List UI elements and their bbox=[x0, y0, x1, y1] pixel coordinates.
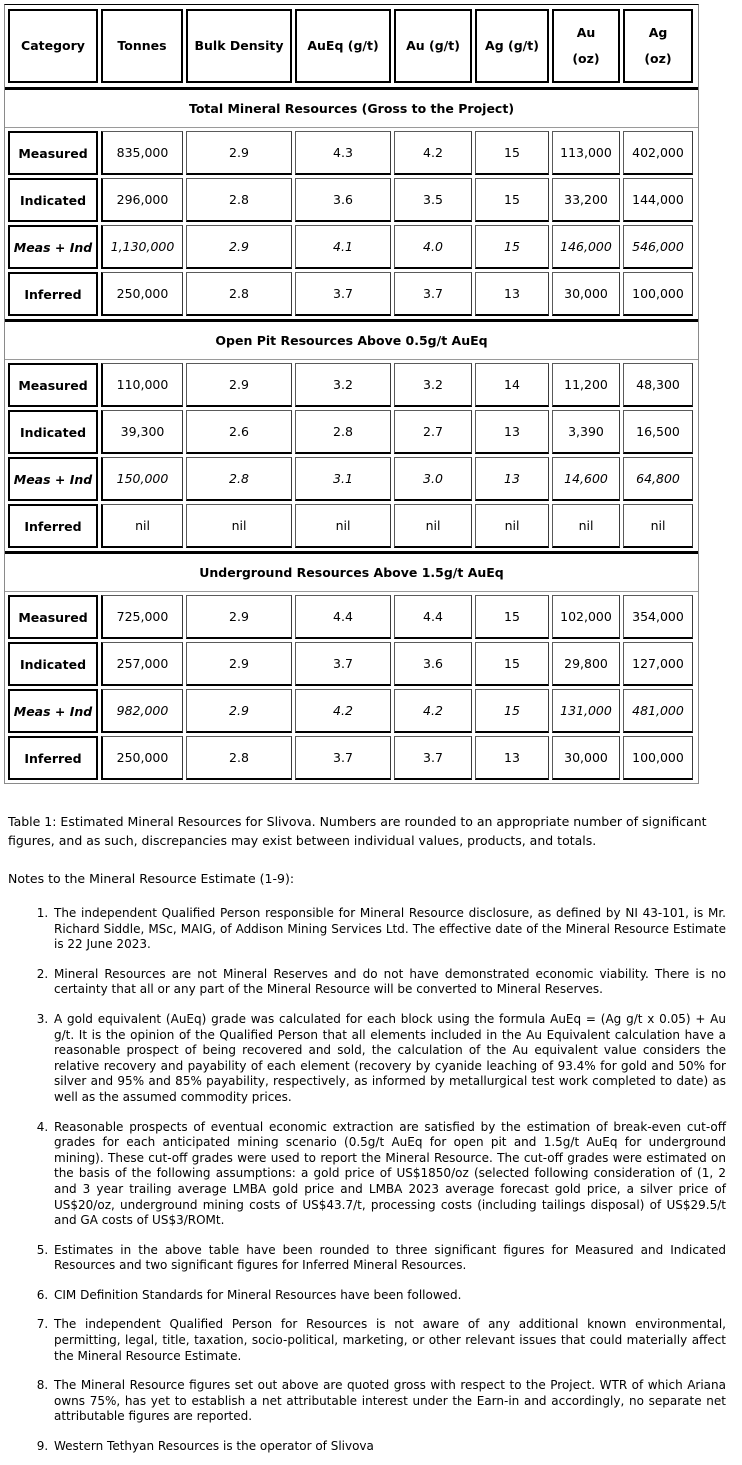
table-row bbox=[8, 225, 695, 269]
value-cell: 150,000 bbox=[101, 457, 183, 501]
value-cell: 2.9 bbox=[186, 363, 292, 407]
value-cell: 2.9 bbox=[186, 595, 292, 639]
value-cell: 1,130,000 bbox=[101, 225, 183, 269]
section-rows bbox=[5, 360, 698, 551]
note-item: 4. Reasonable prospects of eventual economic extraction are satisfied by the estimation of break-even cut-off grades for each anticipated mining scenario (0.5g/t AuEq for open pit and 1.5g/t AuEq for underground mining). These cut-off grades were used to report the Mineral Resource. The cut-off grades were estimated on the basis of the following assumptions: a gold price of US$1850/oz (selected following consideration of (1, 2 and 3 year trailing average LMBA gold price and LMBA 2023 average forecast gold price, a silver price of US$20/oz, underground mining costs of US$43.7/t, processing costs (including tailings disposal) of US$29.5/t and GA costs of US$3/ROMt. bbox=[52, 1120, 726, 1229]
header-cell bbox=[295, 9, 391, 83]
value-cell: 257,000 bbox=[101, 642, 183, 686]
value-cell: 250,000 bbox=[101, 272, 183, 316]
value-cell: 3.7 bbox=[394, 272, 472, 316]
value-cell: 102,000 bbox=[552, 595, 620, 639]
value-cell: 100,000 bbox=[623, 736, 693, 780]
value-cell: 3,390 bbox=[552, 410, 620, 454]
note-item: 1. The independent Qualified Person responsible for Mineral Resource disclosure, as defined by NI 43-101, is Mr. Richard Siddle, MSc, MAIG, of Addison Mining Services Ltd. The effective date of the Mineral Resource Estimate is 22 June 2023. bbox=[52, 906, 726, 953]
value-cell: 2.8 bbox=[186, 736, 292, 780]
header-label: Ag (g/t) bbox=[485, 38, 539, 54]
notes-list bbox=[4, 906, 730, 1455]
value-cell: 29,800 bbox=[552, 642, 620, 686]
value-cell: 3.7 bbox=[394, 736, 472, 780]
table-row bbox=[8, 457, 695, 501]
value-cell: 146,000 bbox=[552, 225, 620, 269]
category-cell: Indicated bbox=[8, 642, 98, 686]
category-cell: Measured bbox=[8, 131, 98, 175]
section-title: Open Pit Resources Above 0.5g/t AuEq bbox=[5, 319, 698, 360]
value-cell: 15 bbox=[475, 225, 549, 269]
category-cell: Inferred bbox=[8, 504, 98, 548]
value-cell: 3.1 bbox=[295, 457, 391, 501]
table-row bbox=[8, 642, 695, 686]
category-cell: Measured bbox=[8, 363, 98, 407]
header-cell bbox=[394, 9, 472, 83]
value-cell: 64,800 bbox=[623, 457, 693, 501]
value-cell: 13 bbox=[475, 736, 549, 780]
section-title: Underground Resources Above 1.5g/t AuEq bbox=[5, 551, 698, 592]
value-cell: 4.1 bbox=[295, 225, 391, 269]
value-cell: 3.7 bbox=[295, 736, 391, 780]
value-cell: 2.8 bbox=[186, 457, 292, 501]
value-cell: 546,000 bbox=[623, 225, 693, 269]
value-cell: 3.5 bbox=[394, 178, 472, 222]
category-cell: Measured bbox=[8, 595, 98, 639]
value-cell: 2.9 bbox=[186, 642, 292, 686]
value-cell: nil bbox=[552, 504, 620, 548]
header-cell bbox=[186, 9, 292, 83]
value-cell: 144,000 bbox=[623, 178, 693, 222]
value-cell: 15 bbox=[475, 131, 549, 175]
value-cell: 3.0 bbox=[394, 457, 472, 501]
value-cell: 110,000 bbox=[101, 363, 183, 407]
category-cell: Indicated bbox=[8, 178, 98, 222]
value-cell: 3.6 bbox=[394, 642, 472, 686]
value-cell: 131,000 bbox=[552, 689, 620, 733]
section-rows bbox=[5, 592, 698, 783]
header-label: Bulk Density bbox=[194, 38, 284, 54]
value-cell: 11,200 bbox=[552, 363, 620, 407]
header-label: Au (g/t) bbox=[406, 38, 460, 54]
category-cell: Indicated bbox=[8, 410, 98, 454]
value-cell: 113,000 bbox=[552, 131, 620, 175]
header-sublabel: (oz) bbox=[644, 51, 672, 66]
header-label: Tonnes bbox=[117, 38, 167, 54]
value-cell: 4.4 bbox=[295, 595, 391, 639]
value-cell: 354,000 bbox=[623, 595, 693, 639]
value-cell: nil bbox=[295, 504, 391, 548]
value-cell: 3.2 bbox=[394, 363, 472, 407]
table-row bbox=[8, 131, 695, 175]
header-label: Au bbox=[576, 25, 596, 41]
value-cell: 30,000 bbox=[552, 272, 620, 316]
table-row bbox=[8, 736, 695, 780]
value-cell: 100,000 bbox=[623, 272, 693, 316]
value-cell: 3.7 bbox=[295, 272, 391, 316]
value-cell: 481,000 bbox=[623, 689, 693, 733]
value-cell: nil bbox=[394, 504, 472, 548]
table-row bbox=[8, 410, 695, 454]
value-cell: 127,000 bbox=[623, 642, 693, 686]
value-cell: 296,000 bbox=[101, 178, 183, 222]
table-row bbox=[8, 363, 695, 407]
table-row bbox=[8, 178, 695, 222]
value-cell: 15 bbox=[475, 642, 549, 686]
table-row bbox=[8, 272, 695, 316]
value-cell: 2.8 bbox=[295, 410, 391, 454]
note-item: 3. A gold equivalent (AuEq) grade was calculated for each block using the formula AuEq = (Ag g/t x 0.05) + Au g/t. It is the opinion of the Qualified Person that all elements included in the Au Equivalent calculation have a reasonable prospect of being recovered and sold, the calculation of the Au equivalent value considers the relative recovery and payability of each element (recovery by cyanide leaching of 93.4% for gold and 50% for silver and 95% and 85% payability, respectively, as informed by metallurgical test work completed to date) as well as the assumed commodity prices. bbox=[52, 1012, 726, 1106]
value-cell: 4.2 bbox=[394, 689, 472, 733]
note-item: 8. The Mineral Resource figures set out above are quoted gross with respect to the Project. WTR of which Ariana owns 75%, has yet to establish a net attributable interest under the Earn-in and accordingly, no separate net attributable figures are reported. bbox=[52, 1378, 726, 1425]
value-cell: 15 bbox=[475, 689, 549, 733]
value-cell: 13 bbox=[475, 410, 549, 454]
value-cell: 2.8 bbox=[186, 272, 292, 316]
notes-heading: Notes to the Mineral Resource Estimate (1-9): bbox=[8, 871, 295, 886]
value-cell: 33,200 bbox=[552, 178, 620, 222]
value-cell: 4.2 bbox=[295, 689, 391, 733]
value-cell: nil bbox=[186, 504, 292, 548]
value-cell: 835,000 bbox=[101, 131, 183, 175]
value-cell: 13 bbox=[475, 272, 549, 316]
category-cell: Inferred bbox=[8, 736, 98, 780]
header-label: Ag bbox=[648, 25, 668, 41]
note-item: 7. The independent Qualified Person for Resources is not aware of any additional known environmental, permitting, legal, title, taxation, socio-political, marketing, or other relevant issues that could materially affect the Mineral Resource Estimate. bbox=[52, 1317, 726, 1364]
value-cell: 15 bbox=[475, 178, 549, 222]
value-cell: nil bbox=[623, 504, 693, 548]
value-cell: 2.6 bbox=[186, 410, 292, 454]
value-cell: 39,300 bbox=[101, 410, 183, 454]
table-header-row bbox=[5, 5, 698, 87]
mineral-resource-table bbox=[4, 4, 699, 784]
table-row bbox=[8, 504, 695, 548]
header-cell bbox=[623, 9, 693, 83]
table-row bbox=[8, 689, 695, 733]
value-cell: 2.9 bbox=[186, 225, 292, 269]
value-cell: 48,300 bbox=[623, 363, 693, 407]
value-cell: 2.8 bbox=[186, 178, 292, 222]
value-cell: 30,000 bbox=[552, 736, 620, 780]
value-cell: 4.4 bbox=[394, 595, 472, 639]
header-label: AuEq (g/t) bbox=[307, 38, 379, 54]
value-cell: 3.7 bbox=[295, 642, 391, 686]
value-cell: 14 bbox=[475, 363, 549, 407]
value-cell: 3.6 bbox=[295, 178, 391, 222]
table-caption: Table 1: Estimated Mineral Resources for Slivova. Numbers are rounded to an appropriate number of significant figures, and as such, discrepancies may exist between individual values, products, and totals. bbox=[8, 814, 707, 848]
value-cell: 4.3 bbox=[295, 131, 391, 175]
value-cell: 14,600 bbox=[552, 457, 620, 501]
header-sublabel: (oz) bbox=[572, 51, 600, 66]
section-title: Total Mineral Resources (Gross to the Project) bbox=[5, 87, 698, 128]
value-cell: 16,500 bbox=[623, 410, 693, 454]
note-item: 2. Mineral Resources are not Mineral Reserves and do not have demonstrated economic viability. There is no certainty that all or any part of the Mineral Resource will be converted to Mineral Reserves. bbox=[52, 967, 726, 998]
header-cell bbox=[8, 9, 98, 83]
value-cell: 2.7 bbox=[394, 410, 472, 454]
header-cell bbox=[552, 9, 620, 83]
value-cell: nil bbox=[475, 504, 549, 548]
value-cell: 250,000 bbox=[101, 736, 183, 780]
header-cell bbox=[475, 9, 549, 83]
value-cell: 2.9 bbox=[186, 689, 292, 733]
note-item: 9. Western Tethyan Resources is the operator of Slivova bbox=[52, 1439, 726, 1455]
category-cell: Inferred bbox=[8, 272, 98, 316]
value-cell: 15 bbox=[475, 595, 549, 639]
value-cell: nil bbox=[101, 504, 183, 548]
value-cell: 2.9 bbox=[186, 131, 292, 175]
category-cell: Meas + Ind bbox=[8, 457, 98, 501]
category-cell: Meas + Ind bbox=[8, 225, 98, 269]
category-cell: Meas + Ind bbox=[8, 689, 98, 733]
value-cell: 3.2 bbox=[295, 363, 391, 407]
value-cell: 402,000 bbox=[623, 131, 693, 175]
value-cell: 13 bbox=[475, 457, 549, 501]
value-cell: 982,000 bbox=[101, 689, 183, 733]
table-row bbox=[8, 595, 695, 639]
value-cell: 4.0 bbox=[394, 225, 472, 269]
value-cell: 4.2 bbox=[394, 131, 472, 175]
note-item: 5. Estimates in the above table have been rounded to three significant figures for Measured and Indicated Resources and two significant figures for Inferred Mineral Resources. bbox=[52, 1243, 726, 1274]
header-label: Category bbox=[21, 38, 85, 54]
section-rows bbox=[5, 128, 698, 319]
header-cell bbox=[101, 9, 183, 83]
note-item: 6. CIM Definition Standards for Mineral Resources have been followed. bbox=[52, 1288, 726, 1304]
value-cell: 725,000 bbox=[101, 595, 183, 639]
